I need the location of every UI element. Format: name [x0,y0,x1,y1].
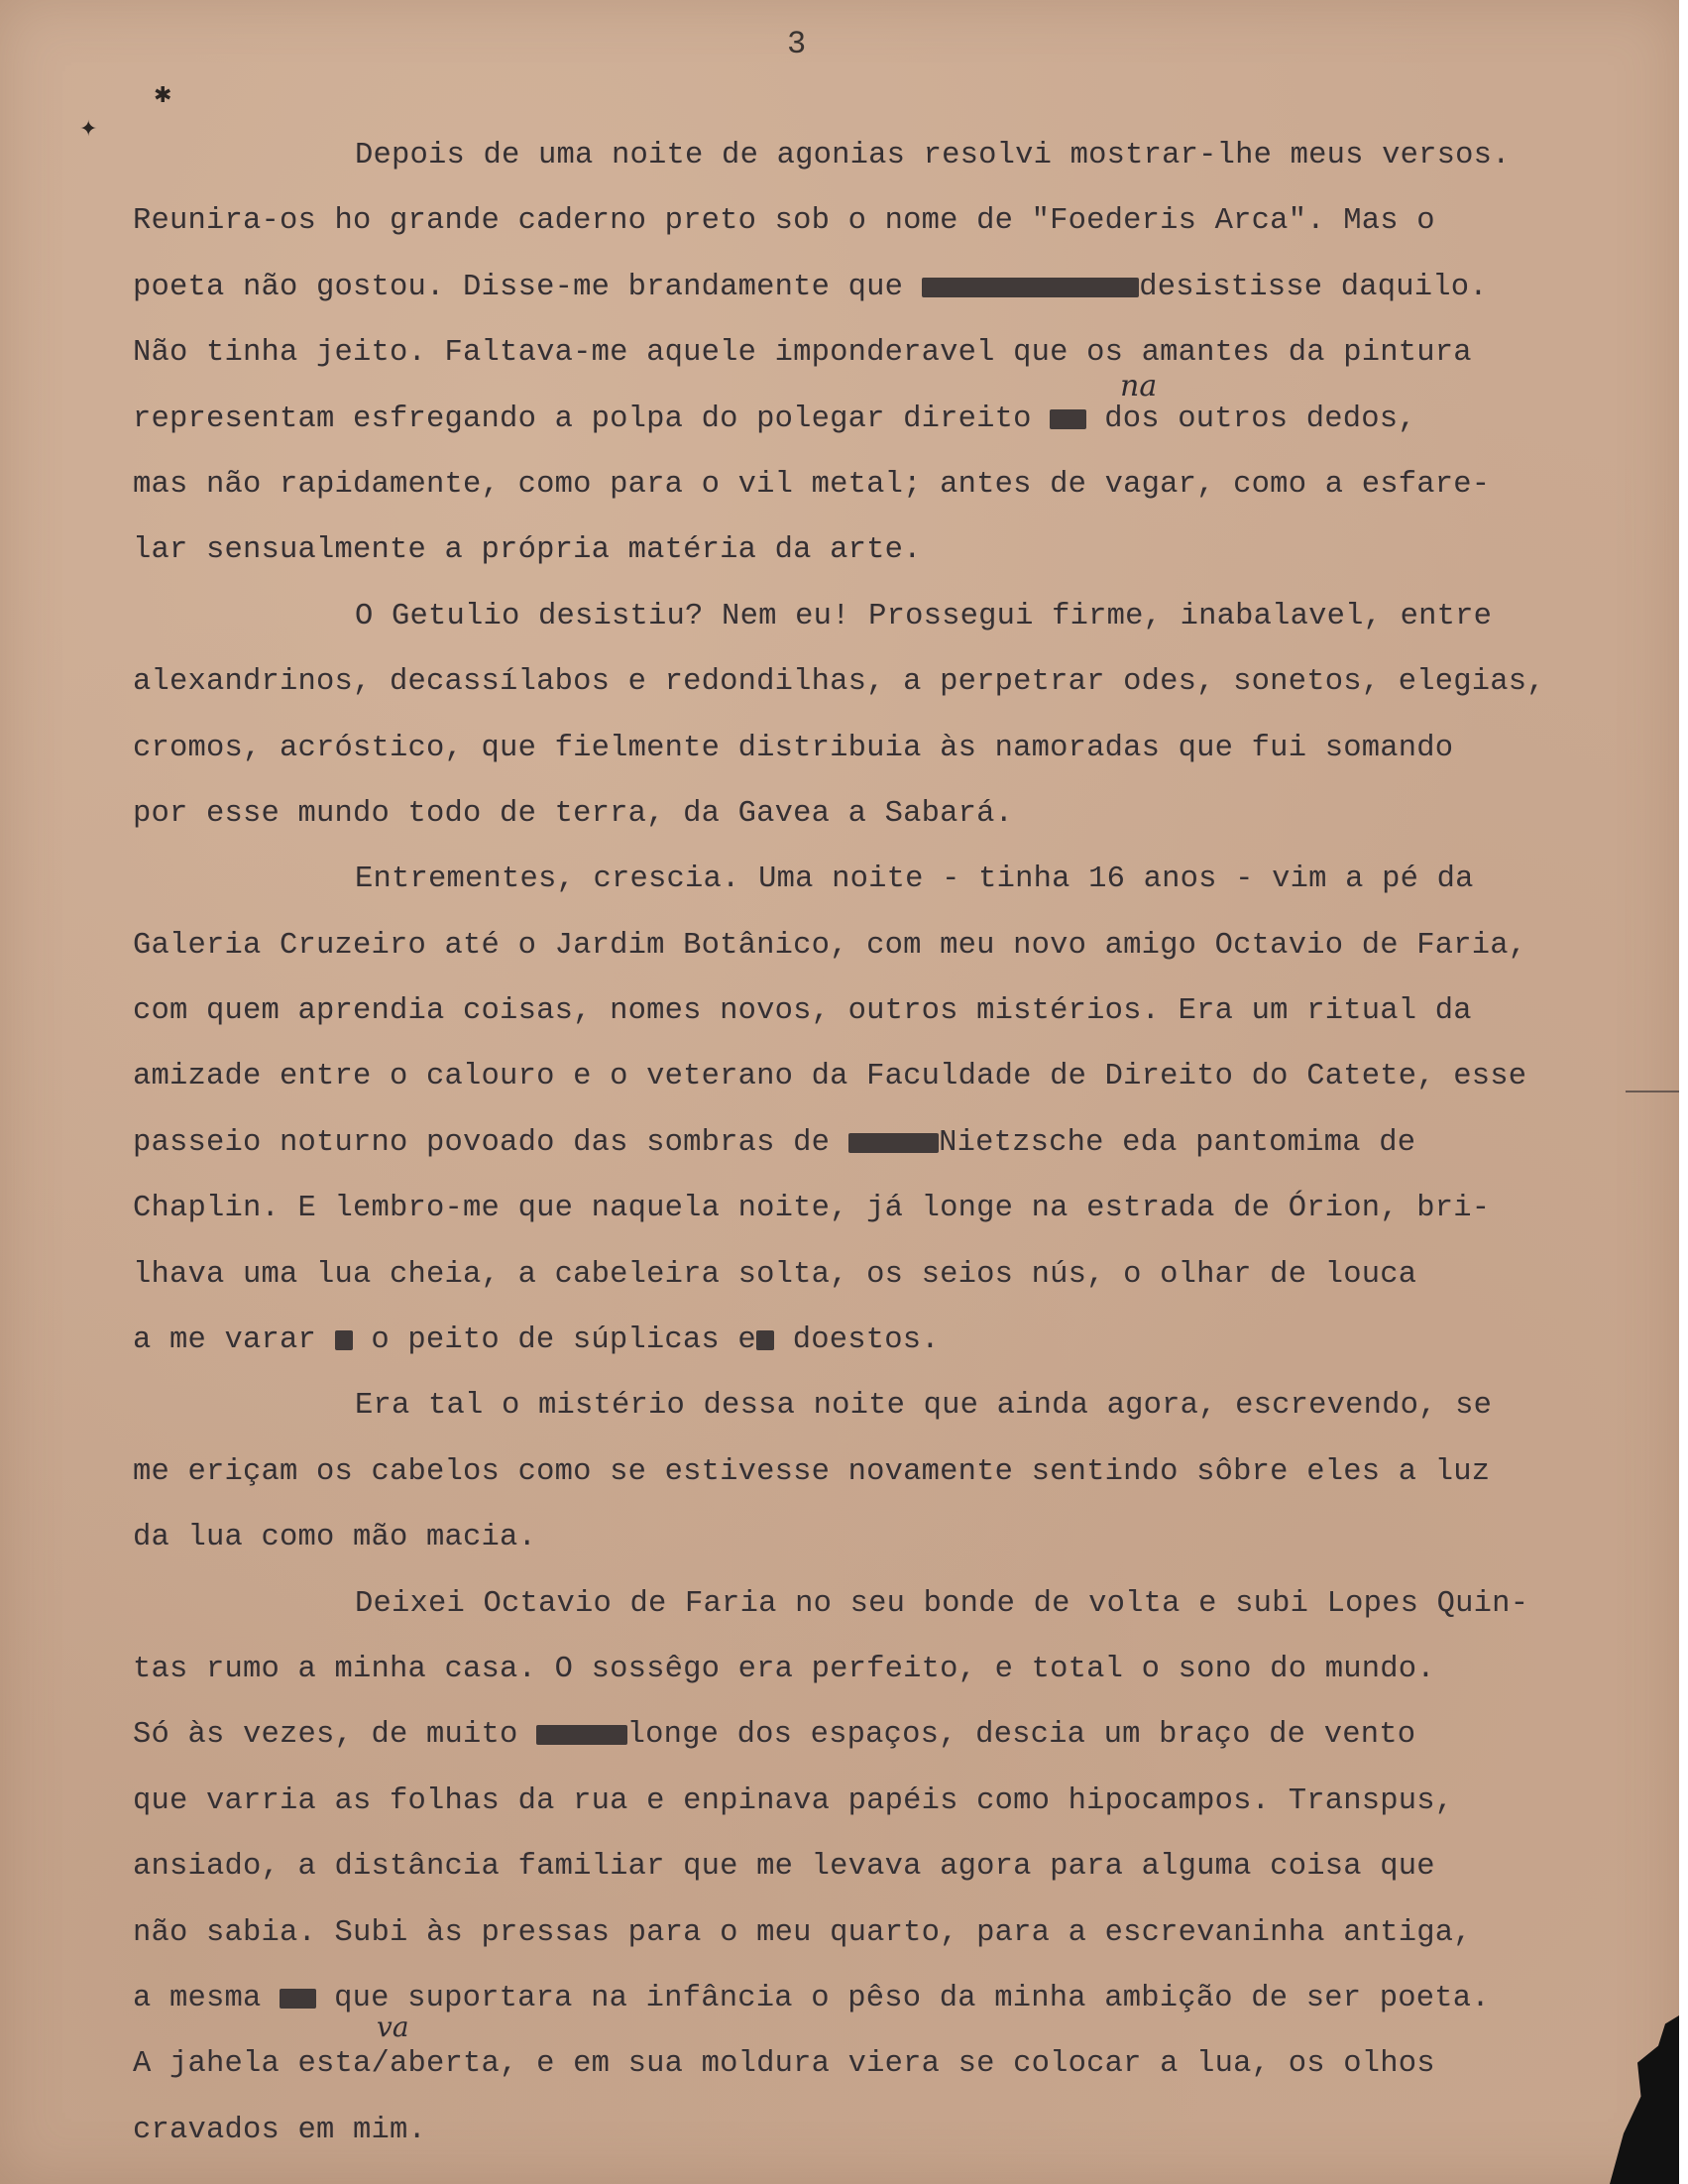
line-text: mas não rapidamente, como para o vil metal; antes de vagar, como a esfare- [133,467,1491,502]
line-text: lar sensualmente a própria matéria da arte. [133,533,922,568]
line-text: alexandrinos, decassílabos e redondilhas, a perpetrar odes, sonetos, elegias, [133,665,1545,700]
text-line [133,1571,1659,1637]
text-line [133,2031,1659,2097]
line-text: não sabia. Subi às pressas para o meu quarto, para a escrevaninha antiga, [133,1915,1472,1950]
line-text: lhava uma lua cheia, a cabeleira solta, os seios nús, o olhar de louca [133,1257,1417,1292]
line-text: o peito de súplicas e [352,1323,756,1358]
line-text: passeio noturno povoado das sombras de [133,1125,848,1160]
ink-mark: ✦ [79,117,98,142]
line-text: Nietzsche eda pantomima de [939,1125,1416,1160]
text-line [133,1110,1659,1176]
ink-mark: ✱ [154,83,172,108]
text-line [133,255,1659,320]
text-line [133,1505,1659,1570]
text-line [133,978,1659,1044]
text-line [133,1242,1659,1308]
line-text: Não tinha jeito. Faltava-me aquele imponderavel que os amantes da pintura [133,336,1472,371]
strikeout-blot [335,1330,353,1350]
line-text: Galeria Cruzeiro até o Jardim Botânico, com meu novo amigo Octavio de Faria, [133,928,1527,963]
line-text: cromos, acróstico, que fielmente distribuia às namoradas que fui somando [133,731,1454,765]
line-text: Era tal o mistério dessa noite que ainda agora, escrevendo, se [355,1389,1493,1424]
line-text: com quem aprendia coisas, nomes novos, outros mistérios. Era um ritual da [133,994,1472,1029]
text-line [133,1044,1659,1109]
line-text: representam esfregando a polpa do polegar direito [133,402,1051,436]
strikeout-blot [536,1725,627,1745]
text-line [133,188,1659,254]
handwritten-correction: na [1120,369,1158,403]
strikeout-blot [280,1989,316,2009]
line-text: cravados em mim. [133,2113,427,2147]
text-line [133,320,1659,386]
text-line [133,1176,1659,1241]
page-number: 3 [787,26,807,62]
line-text: me eriçam os cabelos como se estivesse novamente sentindo sôbre eles a luz [133,1454,1491,1489]
line-text: O Getulio desistiu? Nem eu! Prossegui firme, inabalavel, entre [355,599,1493,633]
line-text: a me varar [133,1323,335,1358]
text-line [133,387,1659,452]
line-text: ansiado, a distância familiar que me levava agora para alguma coisa que [133,1850,1435,1885]
strikeout-blot [922,278,1140,297]
line-text: que suportara na infância o pêso da minha ambição de ser poeta. [315,1981,1490,2015]
text-line [133,2098,1659,2163]
strikeout-blot [1050,409,1086,429]
line-text: Só às vezes, de muito [133,1718,537,1753]
line-text: por esse mundo todo de terra, da Gavea a Sabará. [133,796,1014,831]
text-line [133,1834,1659,1899]
line-text: longe dos espaços, descia um braço de vento [626,1718,1416,1753]
line-text: que varria as folhas da rua e enpinava papéis como hipocampos. Transpus, [133,1783,1454,1818]
line-text: a mesma [133,1981,281,2015]
line-text: amizade entre o calouro e o veterano da Faculdade de Direito do Catete, esse [133,1060,1527,1094]
text-line [133,913,1659,978]
text-line [133,1439,1659,1505]
line-text: da lua como mão macia. [133,1521,537,1555]
line-text: Reunira-os ho grande caderno preto sob o nome de "Foederis Arca". Mas o [133,204,1435,239]
text-line [133,517,1659,583]
document-body [133,123,1659,2163]
margin-pencil-line [1626,1091,1679,1092]
line-text: Chaplin. E lembro-me que naquela noite, já longe na estrada de Órion, bri- [133,1192,1491,1226]
line-text: tas rumo a minha casa. O sossêgo era perfeito, e total o sono do mundo. [133,1652,1435,1686]
strikeout-blot [848,1133,940,1153]
text-line [133,1900,1659,1966]
line-text: Deixei Octavio de Faria no seu bonde de volta e subi Lopes Quin- [355,1586,1529,1621]
line-text: A jahela esta/aberta, e em sua moldura viera se colocar a lua, os olhos [133,2047,1435,2082]
line-text: Entrementes, crescia. Uma noite - tinha 16 anos - vim a pé da [355,862,1474,897]
text-line [133,847,1659,912]
text-line [133,1637,1659,1702]
text-line [133,781,1659,847]
text-line [133,584,1659,649]
text-line [133,452,1659,517]
strikeout-blot [756,1330,774,1350]
text-line [133,123,1659,188]
line-text: doestos. [774,1323,940,1358]
text-line [133,1769,1659,1834]
text-line [133,716,1659,781]
text-line [133,1966,1659,2031]
text-line [133,1308,1659,1373]
text-line [133,1702,1659,1768]
line-text: Depois de uma noite de agonias resolvi mostrar-lhe meus versos. [355,139,1511,172]
line-text: poeta não gostou. Disse-me brandamente que [133,270,922,304]
handwritten-correction: va [377,2011,409,2043]
line-text: desistisse daquilo. [1139,270,1488,304]
line-text: dos outros dedos, [1085,402,1416,436]
text-line [133,1373,1659,1438]
text-line [133,649,1659,715]
